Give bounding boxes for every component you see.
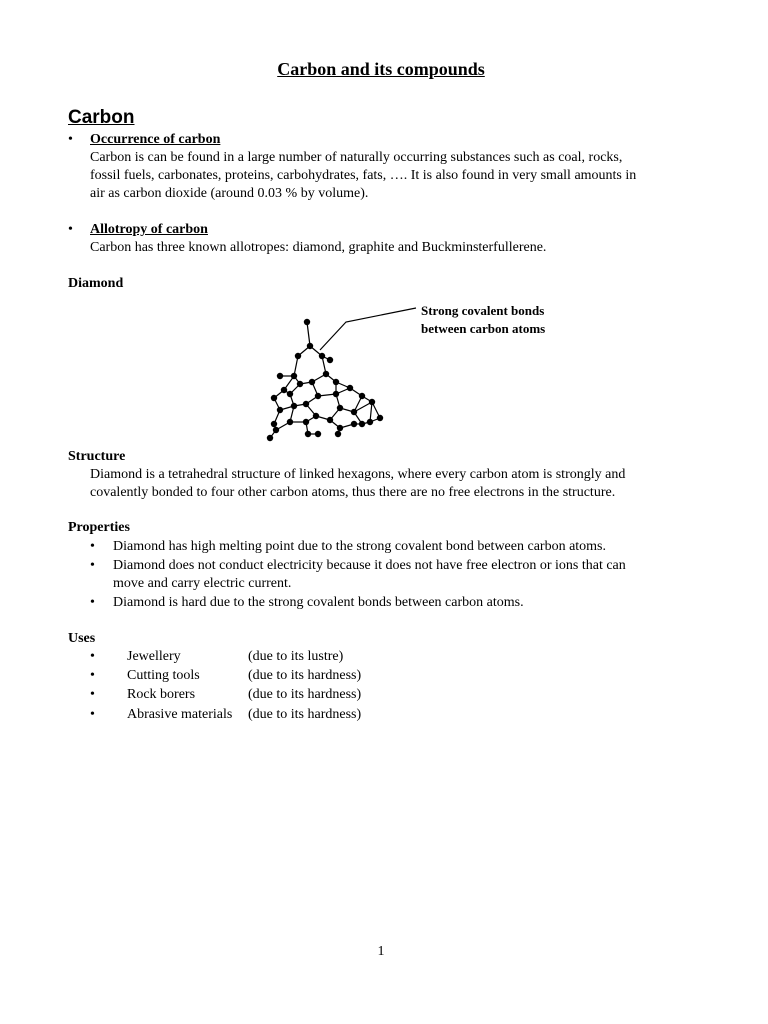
properties-heading: Properties <box>68 520 130 535</box>
bullet: • <box>68 222 73 237</box>
diamond-heading: Diamond <box>68 276 124 291</box>
allotropy-text: Carbon has three known allotropes: diamond, graphite and Buckminsterfullerene. <box>90 240 547 255</box>
occurrence-line: Carbon is can be found in a large number of naturally occurring substances such as coal, rocks, <box>90 150 623 165</box>
use-name: Rock borers <box>127 687 196 702</box>
bullet: • <box>90 668 95 683</box>
bullet: • <box>90 649 95 664</box>
list-item <box>90 648 490 666</box>
bullet: • <box>68 132 73 147</box>
bullet: • <box>90 707 95 722</box>
bullet: • <box>90 558 95 573</box>
use-reason: (due to its hardness) <box>248 687 362 702</box>
use-name: Abrasive materials <box>127 707 233 722</box>
bullet: • <box>90 687 95 702</box>
structure-line: covalently bonded to four other carbon atoms, thus there are no free electrons in the structure. <box>90 485 616 500</box>
use-name: Cutting tools <box>127 668 200 683</box>
bullet: • <box>90 595 95 610</box>
list-item-text: Diamond does not conduct electricity because it does not have free electron or ions that can <box>113 558 626 573</box>
bullet: • <box>90 539 95 554</box>
list-item <box>90 706 490 724</box>
diagram-label <box>421 302 545 338</box>
list-item <box>90 686 490 704</box>
uses-heading: Uses <box>68 631 96 646</box>
list-item <box>90 667 490 685</box>
list-item-text: move and carry electric current. <box>113 576 292 591</box>
occurrence-heading: Occurrence of carbon <box>90 132 221 147</box>
occurrence-line: air as carbon dioxide (around 0.03 % by volume). <box>90 186 369 201</box>
diagram-label-line: between carbon atoms <box>421 321 546 336</box>
use-reason: (due to its lustre) <box>248 649 344 664</box>
occurrence-line: fossil fuels, carbonates, proteins, carbohydrates, fats, …. It is also found in very small amounts in <box>90 168 637 183</box>
section-heading: Carbon <box>68 107 135 128</box>
use-reason: (due to its hardness) <box>248 707 362 722</box>
page-title: Carbon and its compounds <box>277 59 485 79</box>
diagram-label-line: Strong covalent bonds <box>421 303 545 318</box>
structure-line: Diamond is a tetrahedral structure of linked hexagons, where every carbon atom is strongly and <box>90 467 626 482</box>
page-number: 1 <box>377 944 385 959</box>
list-item-text: Diamond is hard due to the strong covalent bonds between carbon atoms. <box>113 595 524 610</box>
use-name: Jewellery <box>127 649 181 664</box>
use-reason: (due to its hardness) <box>248 668 362 683</box>
list-item-text: Diamond has high melting point due to the strong covalent bond between carbon atoms. <box>113 539 607 554</box>
structure-heading: Structure <box>68 449 126 464</box>
allotropy-heading: Allotropy of carbon <box>90 222 208 237</box>
